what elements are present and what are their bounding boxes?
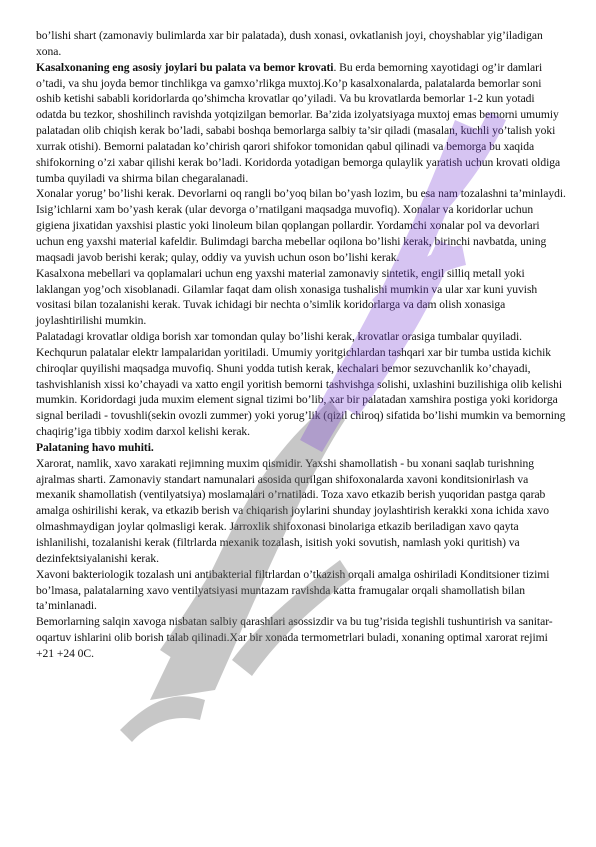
- section-heading: Palataning havo muhiti.: [36, 440, 154, 454]
- paragraph-hospital-places: [36, 60, 566, 187]
- paragraph-text: Xonalar yorug’ bo’lishi kerak. Devorlarni oq rangli bo’yoq bilan bo’yash lozim, bu esa nam tozalashni ta’minlaydi. Isig’ichlarni xam bo’yash kerak (ular devorga o’rnatilgani maqsadga muvofiq). Xonalar va koridorlar uchun gigiena jixatidan yaxshisi plastic yoki linoleum bilan qoplangan pollardir. Yordamchi xonalar pol va devorlari uchun eng yaxshi material kafeldir. Bulimdagi barcha mebellar oqilona bo’lishi kerak, birinchi navbatda, uning maqsadi javob berishi kerak; qulay, oddiy va yuvish uchun oson bo’lishi kerak.: [36, 187, 566, 264]
- paragraph-beds-lighting: [36, 329, 566, 440]
- paragraph-text: bo’lishi shart (zamonaviy bulimlarda xar bir palatada), dush xonasi, ovkatlanish joyi, choyshablar yig’iladigan xona.: [36, 29, 543, 58]
- section-heading-air: [36, 440, 566, 456]
- paragraph-text: Xarorat, namlik, xavo xarakati rejimning muxim qismidir. Yaxshi shamollatish - bu xonani saqlab turishning ajralmas sharti. Zamonaviy standart namunalari asosida qurilgan shifoxonalarda xavoni konditsionirlash va mexanik shamollatish (ventilyatsiya) moslamalari o’rnatiladi. Toza xavo etkazib berish yuqoridan pastga qarab amalga oshirilishi kerak, va etkazib berish va chiqarish joylarini shunday joylashtirish kerakki xona ichida xavo olmashmaydigan joylar qolmasligi kerak. Jarroxlik shifoxonasi binolariga etkazib beriladigan xavo qayta ishlanilishi, tozalanishi kerak (filtrlarda mexanik tozalash, isitish yoki sovutish, namlash yoki quritish) va dezinfektsiyalanishi kerak.: [36, 456, 550, 565]
- paragraph-heading: Kasalxonaning eng asosiy joylari bu palata va bemor krovati: [36, 60, 334, 74]
- paragraph-text: Palatadagi krovatlar oldiga borish xar tomondan qulay bo’lishi kerak, krovatlar orasiga tumbalar quyiladi. Kechqurun palatalar elektr lampalaridan yoritiladi. Umumiy yoritgichlardan tashqari xar bir tumba ustida kichik chiroqlar quyilishi maqsadga muvofiq. Shuni yodda tutish kerak, kechalari bemor sezuvchanlik ko’chayadi, tashvishlanish xissi ko’chayadi va xatto engil yoritish bemorni tashvishga solishi, uxlashini buzilishiga olib kelishi mumkin. Koridordagi juda muxim element signal tizimi bo’lib, xar bir palatadan xamshira postiga yoki koridorga signal beriladi - tovushli(sekin ovozli zummer) yoki yorug’lik (qizil chiroq) sifatida bo’lishi mumkin va bemorning chaqirig’iga tibbiy xodim darxol kelishi kerak.: [36, 330, 566, 439]
- paragraph-text: Bemorlarning salqin xavoga nisbatan salbiy qarashlari asossizdir va bu tug’risida tegishli tushuntirish va sanitar-oqartuv ishlarini olib borish talab qilinadi.Xar bir xonada termometrlari buladi, xonaning optimal xarorat rejimi +21 +24 0C.: [36, 615, 553, 660]
- document-page: [36, 28, 566, 662]
- paragraph-text: . Bu erda bemorning xayotidagi og’ir damlari o’tadi, va shu joyda bemor tinchlikga va gamxo’rlikga muxtoj.Ko’p kasalxonalarda, palatalarda bemorlar soni oshib ketishi sababli koridorlarda qo’shimcha krovatlar qo’yiladi. Va bu krovatlarda bemorlar 1-2 kun yotadi odatda bu tezkor, shoshilinch ravishda yotqizilgan bemorlar. Ba’zida izolyatsiyaga muxtoj emas bemorni umumiy palatadan olib chiqish kerak bo’ladi, sababi boshqa bemorlarga salbiy ta’sir qiladi (masalan, kuchli yo’talish yoki xurrak otishi). Bemorni palatadan ko’chirish qarori shifokor tomonidan qabul qilinadi va bemorga bu xaqida shifokorning o’zi xabar qilishi kerak bo’ladi. Koridorda yotadigan bemorga qulaylik yaratish uchun krovati oldiga tumba quyiladi va shirma bilan chegaralanadi.: [36, 60, 561, 185]
- paragraph-intro: [36, 28, 566, 60]
- paragraph-text: Kasalxona mebellari va qoplamalari uchun eng yaxshi material zamonaviy sintetik, engil silliq metall yoki laklangan yog’och xisoblanadi. Gilamlar faqat dam olish xonasiga tushalishi mumkin va ular xar kuni yuvish vositasi bilan tozalanishi kerak. Tuvak ichidagi bir nechta o’simlik koridorlarga va dam olish xonasiga joylashtirilishi mumkin.: [36, 266, 538, 328]
- paragraph-rooms: [36, 186, 566, 265]
- paragraph-temperature: [36, 614, 566, 662]
- paragraph-text: Xavoni bakteriologik tozalash uni antibakterial filtrlardan o’tkazish orqali amalga oshiriladi Konditsioner tizimi bo’lmasa, palatalarning xavo ventilyatsiyasi muntazam ravishda katta framugalar orqali shamollatish bilan ta’minlanadi.: [36, 567, 550, 613]
- paragraph-air-regime: [36, 456, 566, 567]
- paragraph-air-cleaning: [36, 567, 566, 615]
- paragraph-furniture: [36, 266, 566, 329]
